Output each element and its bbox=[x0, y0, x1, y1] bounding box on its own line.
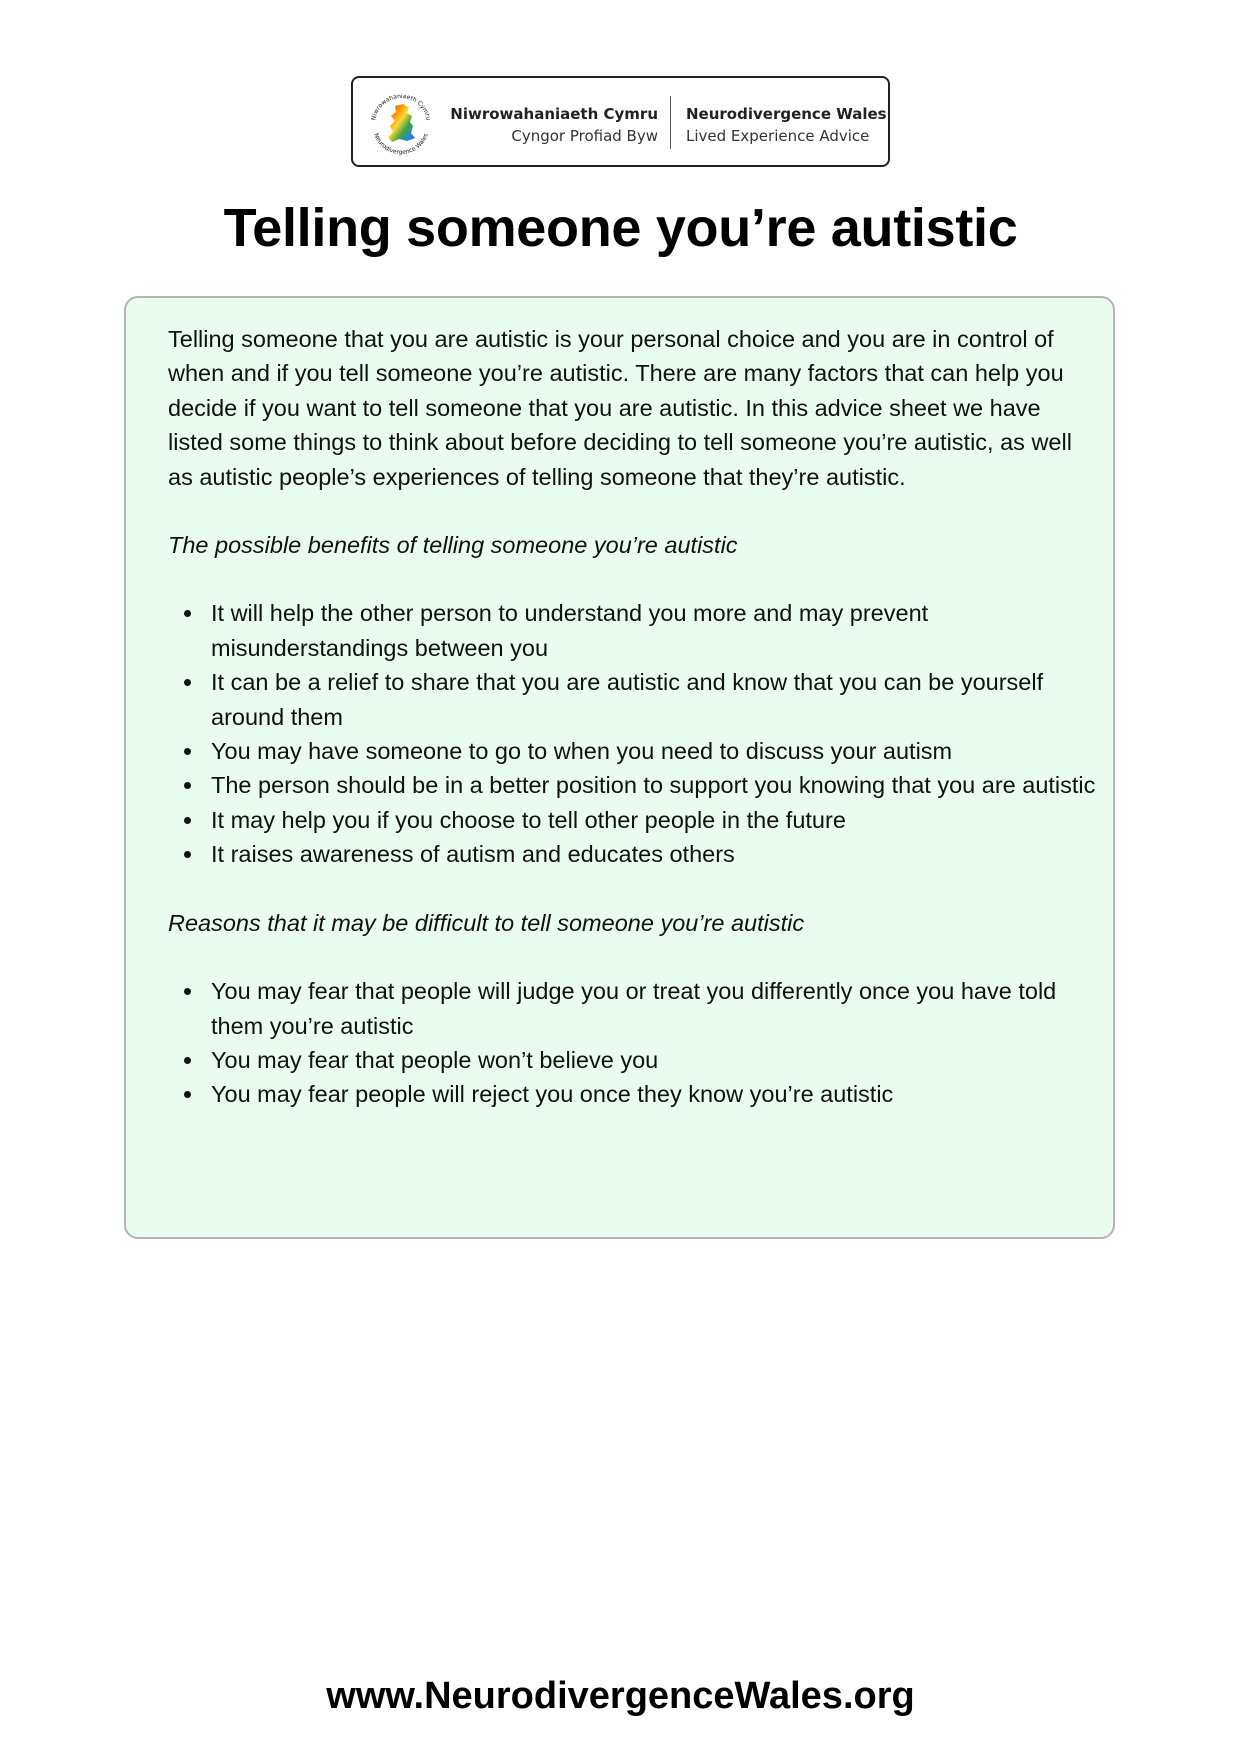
benefits-list bbox=[168, 596, 1098, 871]
svg-text:Niwrowahaniaeth Cymru: Niwrowahaniaeth Cymru bbox=[370, 92, 432, 121]
header-divider bbox=[670, 96, 671, 149]
list-item: You may fear that people won’t believe you bbox=[211, 1043, 1098, 1077]
english-name: Neurodivergence Wales bbox=[686, 105, 887, 123]
difficulties-heading: Reasons that it may be difficult to tell someone you’re autistic bbox=[168, 909, 805, 936]
list-item: It will help the other person to understand you more and may prevent misunderstandings between you bbox=[211, 596, 1098, 665]
footer-website-url: www.NeurodivergenceWales.org bbox=[326, 1675, 915, 1717]
welsh-subtitle: Cyngor Profiad Byw bbox=[511, 127, 658, 145]
organisation-header bbox=[351, 76, 890, 167]
svg-text:Neurodivergence Wales: Neurodivergence Wales bbox=[372, 132, 430, 157]
advice-content-box bbox=[124, 296, 1115, 1239]
page-title: Telling someone you’re autistic bbox=[223, 198, 1018, 258]
difficulties-list bbox=[168, 974, 1098, 1112]
list-item: It may help you if you choose to tell other people in the future bbox=[211, 803, 1098, 837]
list-item: It can be a relief to share that you are autistic and know that you can be yourself around them bbox=[211, 665, 1098, 734]
list-item: You may fear that people will judge you or treat you differently once you have told them you’re autistic bbox=[211, 974, 1098, 1043]
welsh-name: Niwrowahaniaeth Cymru bbox=[450, 105, 658, 123]
list-item: It raises awareness of autism and educates others bbox=[211, 837, 1098, 871]
wales-rainbow-map-logo-icon bbox=[365, 86, 437, 158]
benefits-heading: The possible benefits of telling someone you’re autistic bbox=[168, 532, 738, 559]
list-item: You may fear people will reject you once they know you’re autistic bbox=[211, 1077, 1098, 1111]
intro-paragraph: Telling someone that you are autistic is your personal choice and you are in control of when and if you tell someone you’re autistic. There are many factors that can help you decide if you want to tell someone that you are autistic. In this advice sheet we have listed some things to think about before deciding to tell someone you’re autistic, as well as autistic people’s experiences of telling someone that they’re autistic. bbox=[168, 326, 1072, 490]
welsh-organisation-name bbox=[450, 103, 658, 147]
english-subtitle: Lived Experience Advice bbox=[686, 127, 870, 145]
english-organisation-name bbox=[686, 103, 887, 147]
advice-content bbox=[168, 322, 1098, 1146]
list-item: You may have someone to go to when you need to discuss your autism bbox=[211, 734, 1098, 768]
list-item: The person should be in a better position to support you knowing that you are autistic bbox=[211, 768, 1098, 802]
